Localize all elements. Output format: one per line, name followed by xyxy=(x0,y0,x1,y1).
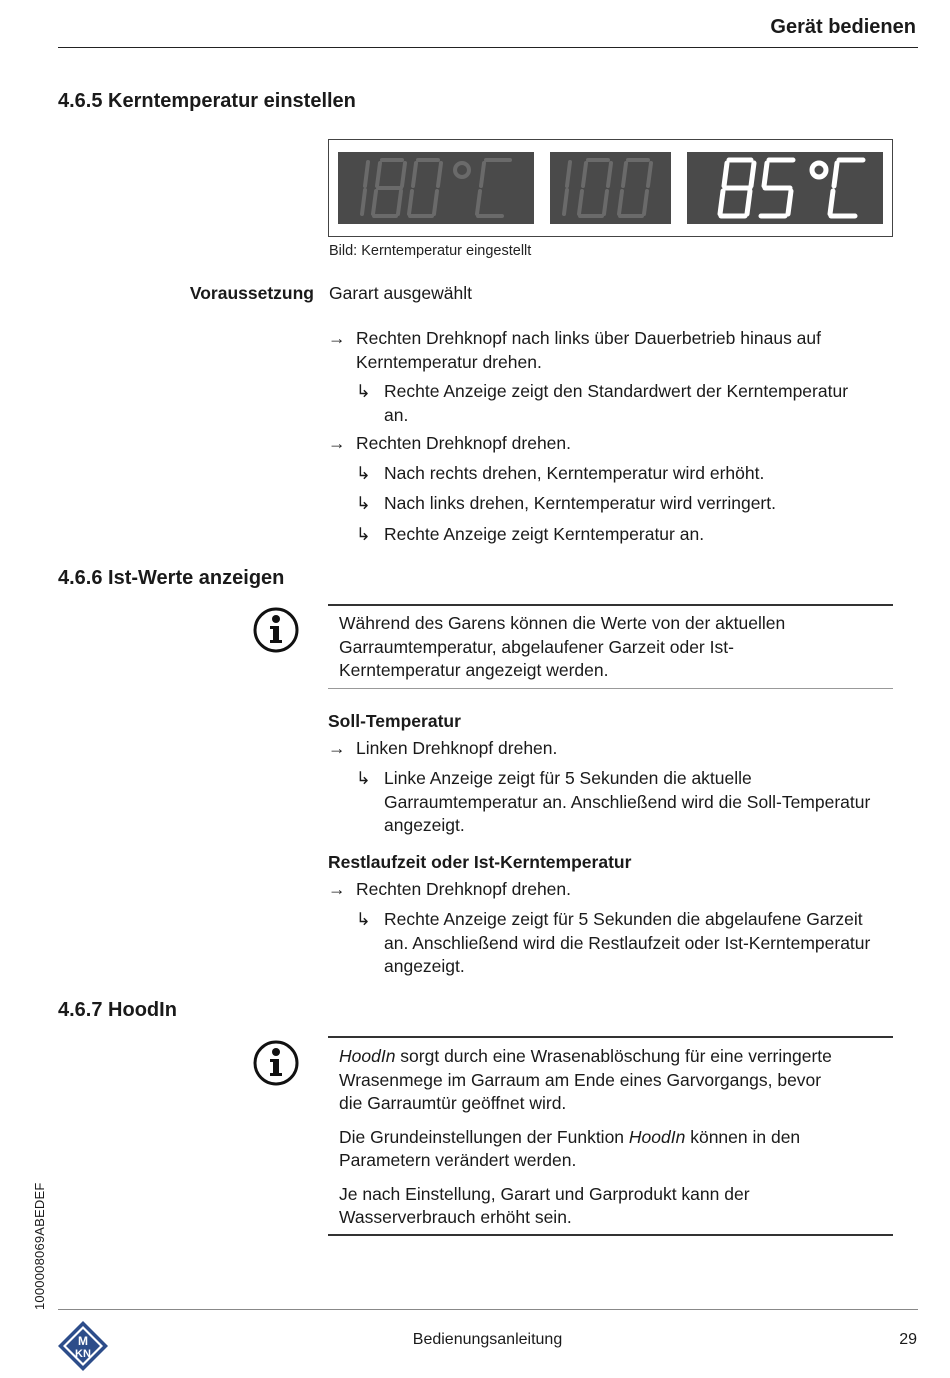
info-bottom-rule xyxy=(328,688,893,689)
action-arrow-icon: → xyxy=(328,738,346,758)
info-bottom-rule xyxy=(328,1234,893,1236)
left-display-digits xyxy=(338,152,534,224)
left-display xyxy=(338,152,534,224)
result-arrow-icon: ↳ xyxy=(356,381,371,401)
result-arrow-icon: ↳ xyxy=(356,909,371,929)
section-heading-465: 4.6.5 Kerntemperatur einstellen xyxy=(58,90,356,112)
instruction-step: → Rechten Drehknopf nach links über Dauerbetrieb hinaus auf Kerntemperatur drehen. xyxy=(328,328,822,372)
section-heading-466: 4.6.6 Ist-Werte anzeigen xyxy=(58,567,285,589)
result-step: ↳ Rechte Anzeige zeigt Kerntemperatur an. xyxy=(384,523,704,547)
action-arrow-icon: → xyxy=(328,328,346,348)
subheading-soll-temperatur: Soll-Temperatur xyxy=(328,711,461,731)
display-panel-figure xyxy=(328,139,893,237)
result-step: ↳ Linke Anzeige zeigt für 5 Sekunden die aktuelle Garraumtemperatur an. Anschließend wird die Soll-Temperatur angezeigt. xyxy=(356,768,871,835)
result-step: ↳ Nach rechts drehen, Kerntemperatur wird erhöht. xyxy=(384,462,764,486)
instruction-step: → Rechten Drehknopf drehen. xyxy=(356,432,571,456)
action-arrow-icon: → xyxy=(328,433,346,453)
result-arrow-icon: ↳ xyxy=(356,768,371,788)
info-icon xyxy=(253,1040,299,1086)
result-arrow-icon: ↳ xyxy=(356,463,371,483)
result-step: ↳ Rechte Anzeige zeigt für 5 Sekunden die abgelaufene Garzeit an. Anschließend wird die Restlaufzeit oder Ist-Kerntemperatur angezeigt. xyxy=(356,909,871,976)
middle-display xyxy=(550,152,671,224)
middle-display-digits xyxy=(550,152,671,224)
svg-text:KN: KN xyxy=(75,1348,91,1360)
figure-caption: Bild: Kerntemperatur eingestellt xyxy=(329,243,532,259)
right-display-digits xyxy=(687,152,883,224)
instruction-step: → Linken Drehknopf drehen. xyxy=(356,737,557,761)
info-top-rule xyxy=(328,1036,893,1038)
action-arrow-icon: → xyxy=(328,879,346,899)
section-heading-467: 4.6.7 HoodIn xyxy=(58,999,177,1021)
right-display xyxy=(687,152,883,224)
subheading-restlaufzeit: Restlaufzeit oder Ist-Kerntemperatur xyxy=(328,852,632,872)
result-arrow-icon: ↳ xyxy=(356,524,371,544)
page-number: 29 xyxy=(899,1331,917,1348)
instruction-step: → Rechten Drehknopf drehen. xyxy=(356,878,571,902)
prerequisite-value: Garart ausgewählt xyxy=(329,283,472,303)
result-step: ↳ Nach links drehen, Kerntemperatur wird verringert. xyxy=(384,492,776,516)
result-arrow-icon: ↳ xyxy=(356,493,371,513)
header-rule xyxy=(58,47,918,48)
info-top-rule xyxy=(328,604,893,606)
prerequisite-label: Voraussetzung xyxy=(189,283,314,303)
document-code: 1000008069ABEDEF xyxy=(32,1182,47,1310)
page-header-title: Gerät bedienen xyxy=(770,16,916,38)
result-step: ↳ Rechte Anzeige zeigt den Standardwert der Kerntemperatur an. xyxy=(356,381,849,425)
footer-rule xyxy=(58,1309,918,1310)
info-icon xyxy=(253,607,299,653)
svg-text:M: M xyxy=(78,1334,88,1348)
info-note-ist-werte: Während des Garens können die Werte von der aktuellen Garraumtemperatur, abgelaufener Garzeit oder Ist- Kerntemperatur angezeigt werden. xyxy=(339,613,786,680)
info-note-hoodin: HoodIn sorgt durch eine Wrasenablöschung für eine verringerte Wrasenmege im Garraum am Ende eines Garvorgangs, bevor die Garraumtür geöffnet wird. Die Grundeinstellungen der Funktion HoodIn können in den Parametern verändert werden. Je nach Einstellung, Garart und Garprodukt kann der Wasserverbrauch erhöht sein. xyxy=(339,1046,832,1227)
footer-title: Bedienungsanleitung xyxy=(412,1331,563,1348)
